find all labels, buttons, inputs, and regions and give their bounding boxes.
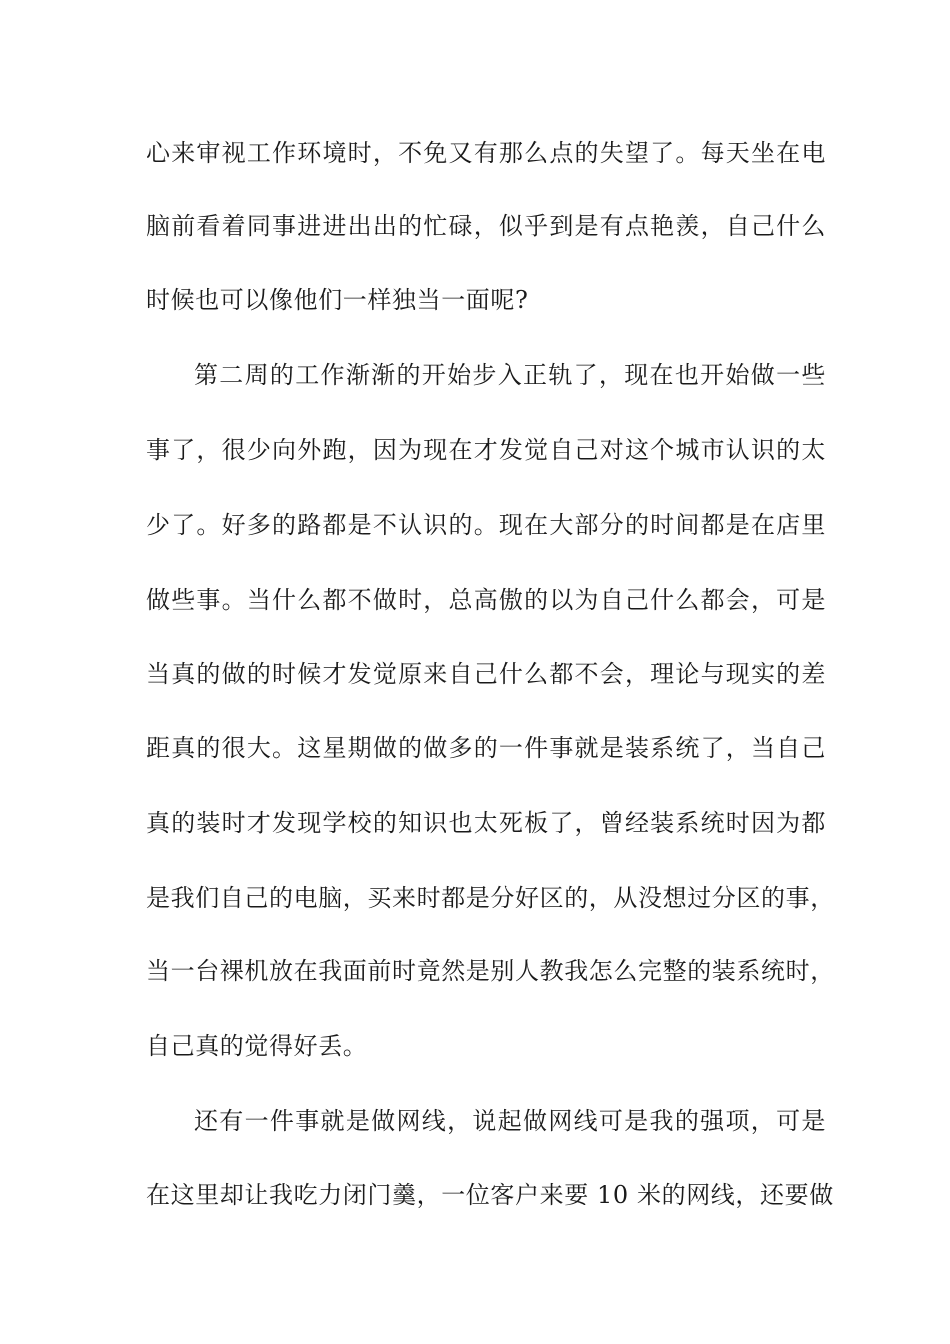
text-line-10: 真的装时才发现学校的知识也太死板了，曾经装系统时因为都: [146, 809, 826, 837]
text-line-3: 时候也可以像他们一样独当一面呢?: [146, 286, 529, 314]
text-line-1: 心来审视工作环境时，不免又有那么点的失望了。每天坐在电: [146, 139, 826, 167]
text-line-12: 当一台裸机放在我面前时竟然是别人教我怎么完整的装系统时，: [146, 957, 835, 985]
text-line-9: 距真的很大。这星期做的做多的一件事就是装系统了，当自己: [146, 734, 826, 762]
text-line-5: 事了，很少向外跑，因为现在才发觉自己对这个城市认识的太: [146, 436, 826, 464]
text-line-6: 少了。好多的路都是不认识的。现在大部分的时间都是在店里: [146, 511, 826, 539]
text-line-4: 第二周的工作渐渐的开始步入正轨了，现在也开始做一些: [194, 361, 826, 389]
text-line-2: 脑前看着同事进进出出的忙碌，似乎到是有点艳羡，自己什么: [146, 212, 826, 240]
text-line-15: 在这里却让我吃力闭门羹，一位客户来要 10 米的网线，还要做: [146, 1181, 834, 1209]
text-line-13: 自己真的觉得好丢。: [146, 1032, 368, 1060]
text-line-11: 是我们自己的电脑，买来时都是分好区的，从没想过分区的事，: [146, 884, 835, 912]
text-line-7: 做些事。当什么都不做时，总高傲的以为自己什么都会，可是: [146, 586, 826, 614]
text-line-8: 当真的做的时候才发觉原来自己什么都不会，理论与现实的差: [146, 660, 826, 688]
text-line-14: 还有一件事就是做网线，说起做网线可是我的强项，可是: [194, 1107, 826, 1135]
